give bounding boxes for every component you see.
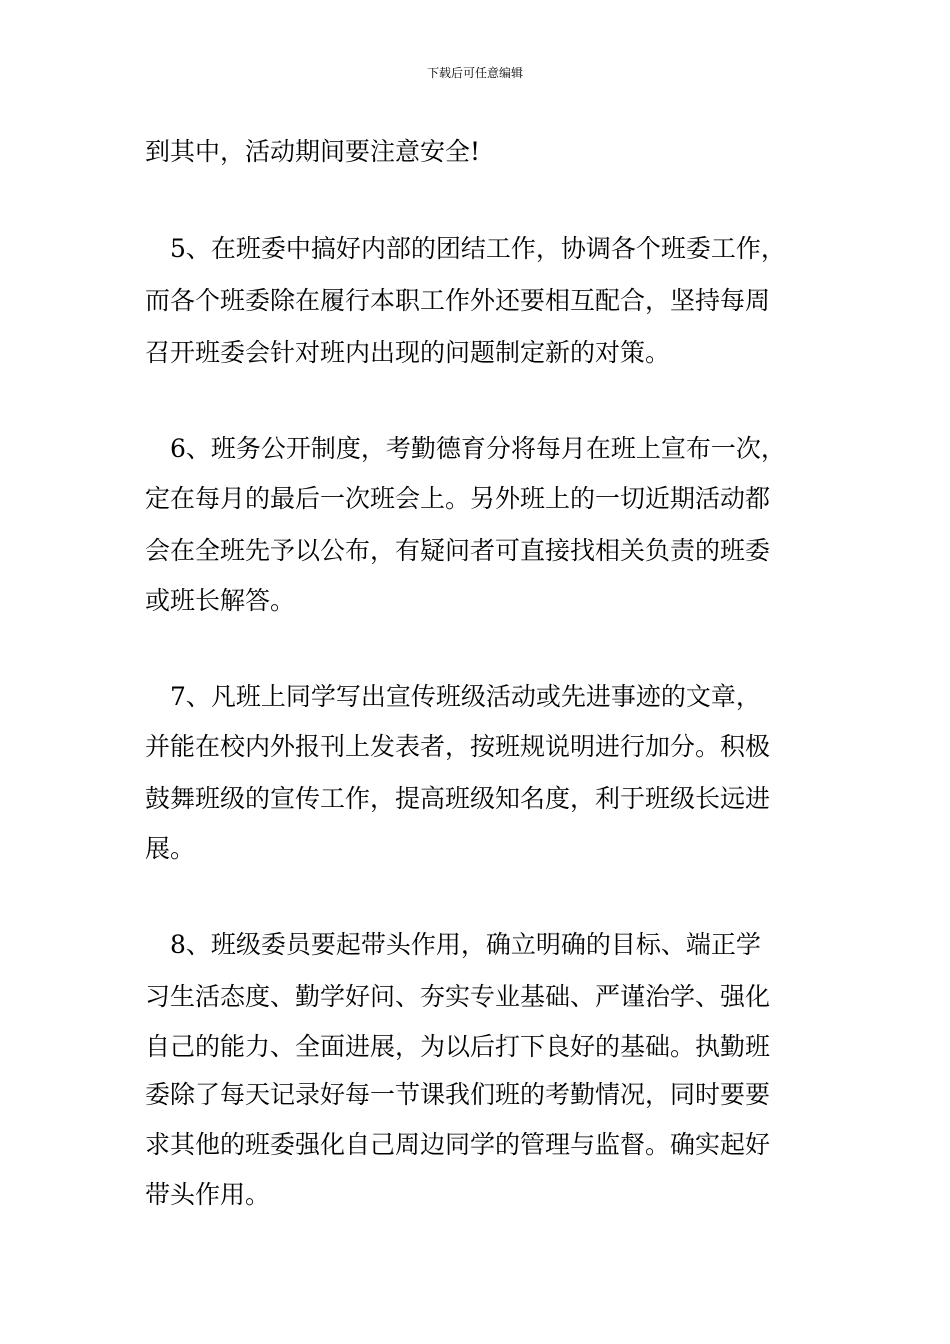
page-header: 下载后可任意编辑 (426, 66, 523, 80)
text-line: 6、班务公开制度，考勤德育分将每月在班上宣布一次， (145, 434, 786, 463)
text-line: 带头作用。 (145, 1180, 271, 1209)
text-line: 定在每月的最后一次班会上。另外班上的一切近期活动都 (145, 484, 771, 513)
text-line: 会在全班先予以公布，有疑问者可直接找相关负责的班委 (145, 536, 771, 565)
text-line: 求其他的班委强化自己周边同学的管理与监督。确实起好 (145, 1130, 771, 1159)
text-line: 鼓舞班级的宣传工作，提高班级知名度，利于班级长远进 (145, 784, 771, 813)
text-line: 而各个班委除在履行本职工作外还要相互配合，坚持每周 (145, 286, 771, 315)
text-line: 习生活态度、勤学好问、夯实专业基础、严谨治学、强化 (145, 982, 771, 1011)
text-line: 展。 (145, 834, 196, 863)
text-line: 自己的能力、全面进展，为以后打下良好的基础。执勤班 (145, 1032, 771, 1061)
text-line: 5、在班委中搞好内部的团结工作，协调各个班委工作， (145, 234, 786, 263)
text-line: 召开班委会针对班内出现的问题制定新的对策。 (145, 338, 671, 367)
text-line: 并能在校内外报刊上发表者，按班规说明进行加分。积极 (145, 732, 771, 761)
text-line: 7、凡班上同学写出宣传班级活动或先进事迹的文章， (145, 682, 761, 711)
text-line: 委除了每天记录好每一节课我们班的考勤情况，同时要要 (145, 1080, 771, 1109)
text-line: 或班长解答。 (145, 586, 296, 615)
text-line: 到其中，活动期间要注意安全! (145, 137, 481, 166)
text-line: 8、班级委员要起带头作用，确立明确的目标、端正学 (145, 930, 761, 959)
